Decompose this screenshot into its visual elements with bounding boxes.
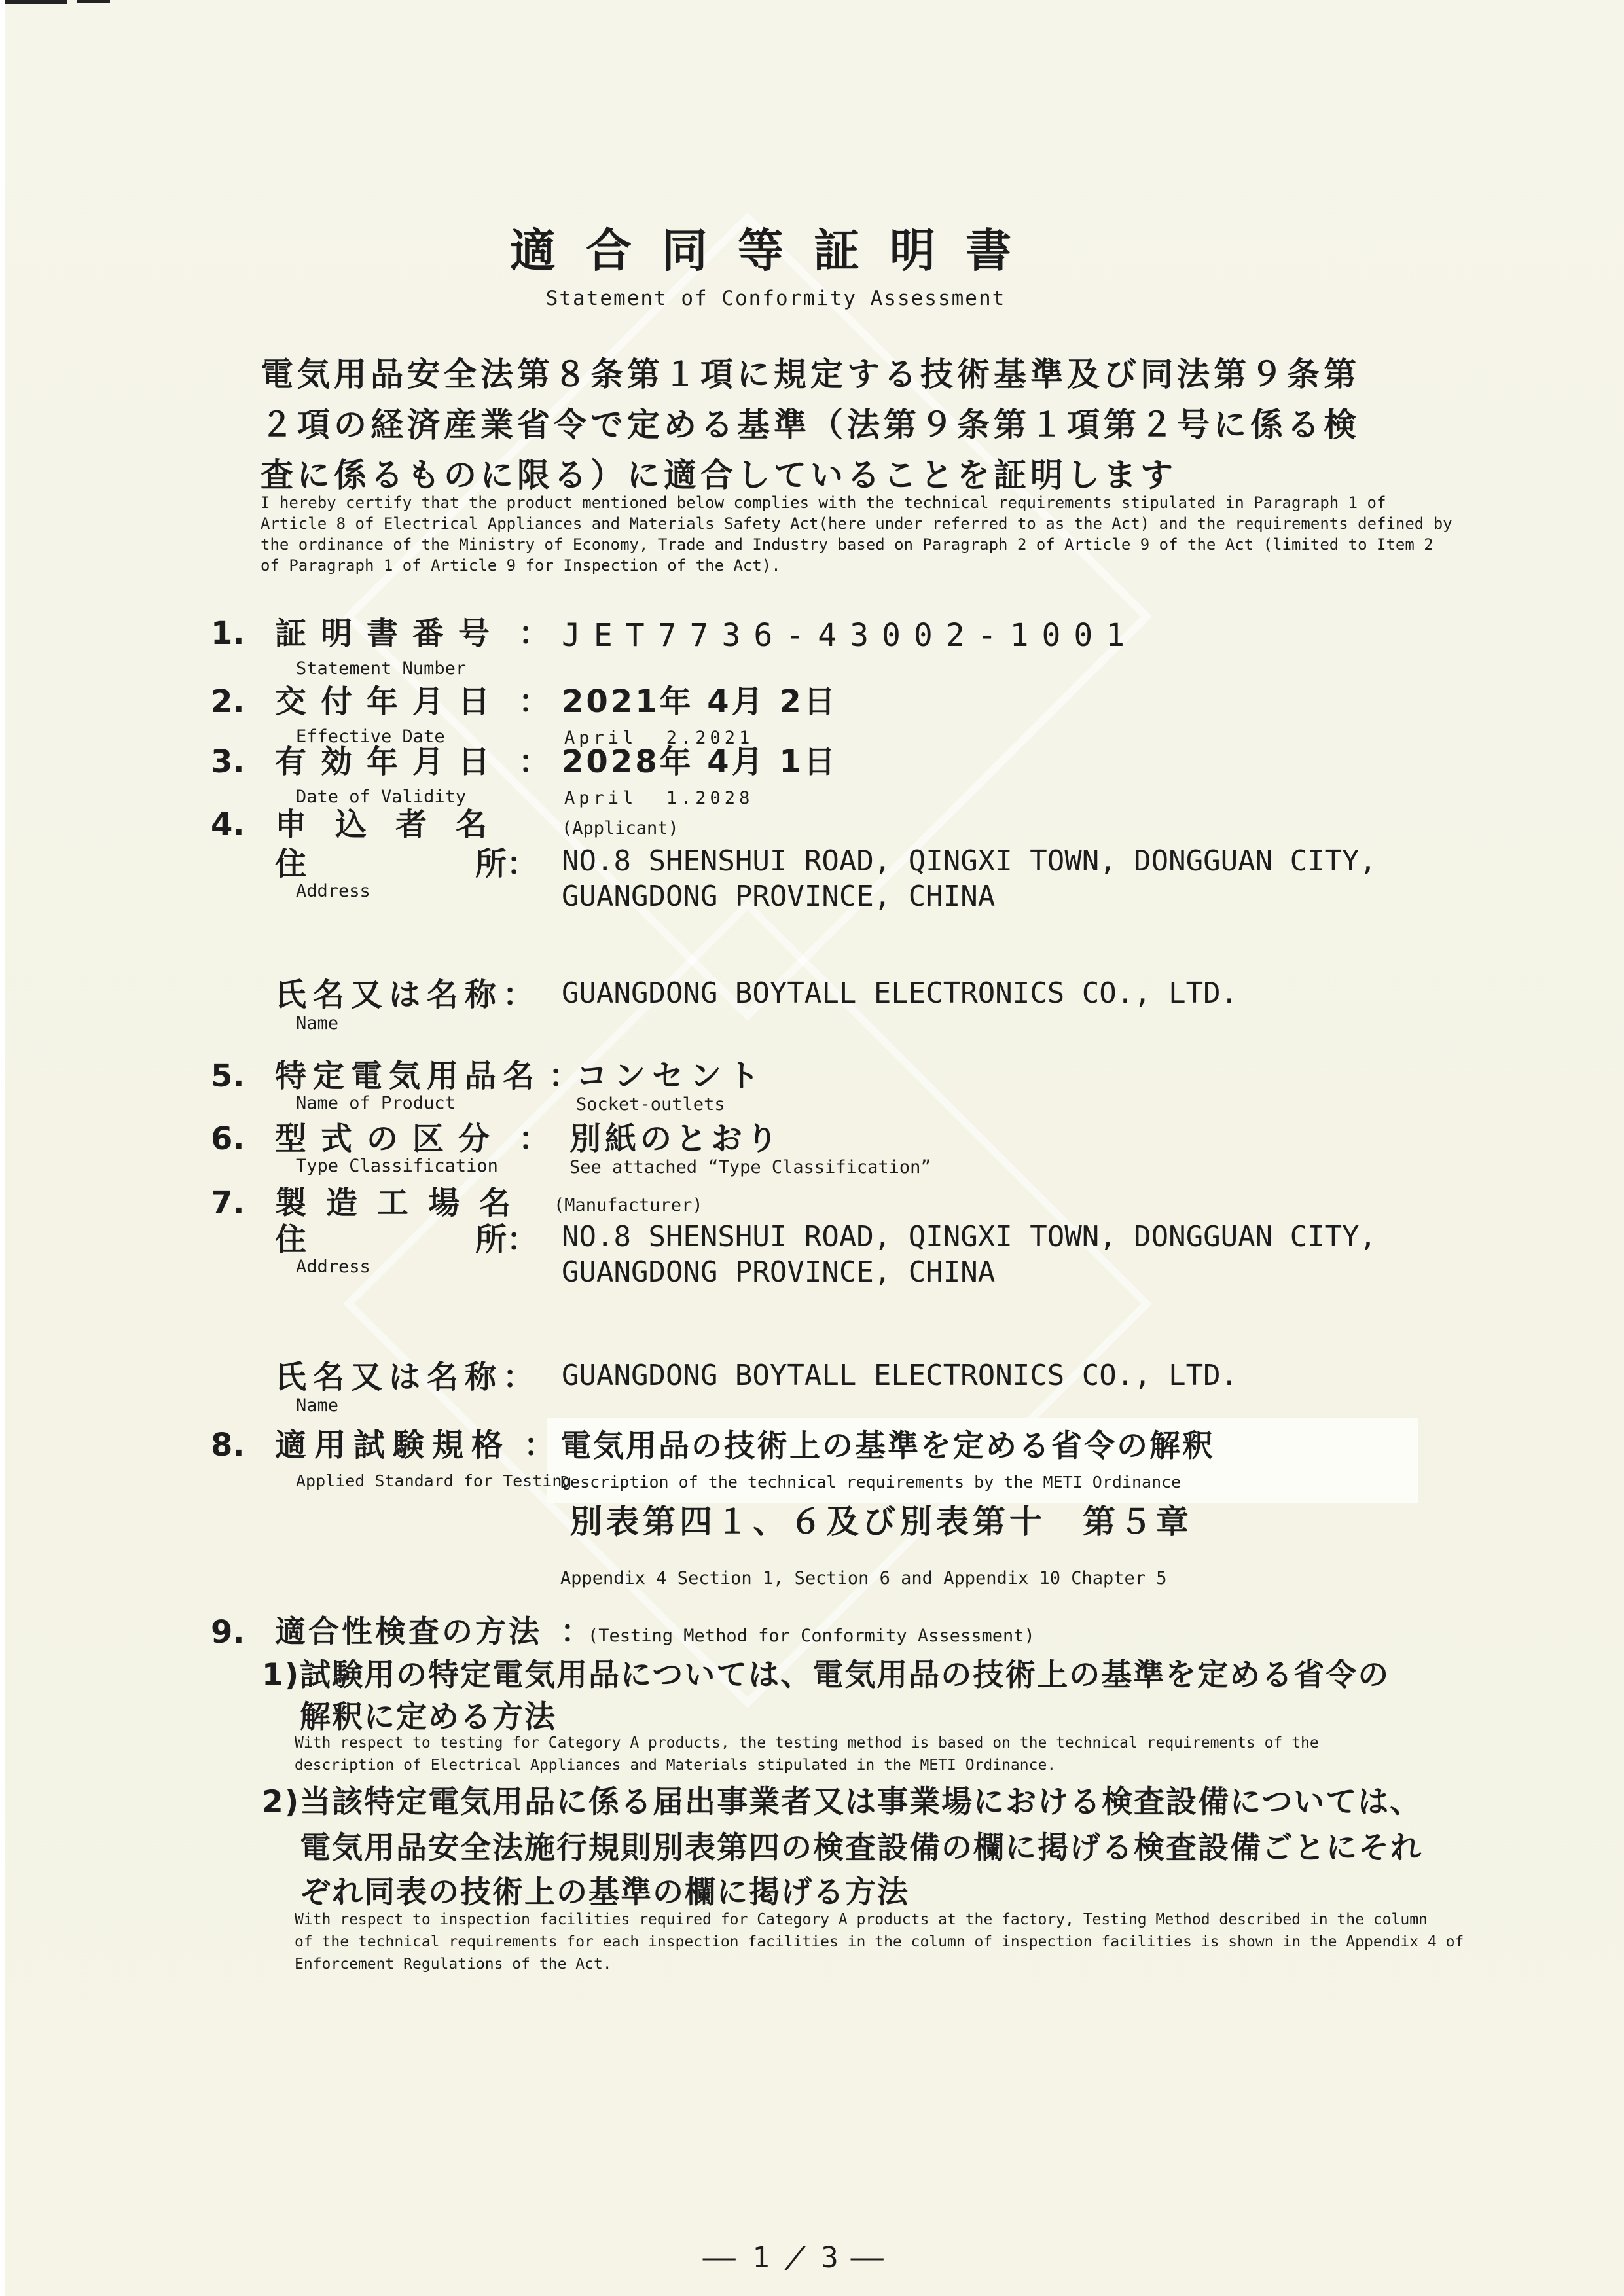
scan-artifact-strip [77, 0, 110, 3]
item9-method2-ja-line: 2)当該特定電気用品に係る届出事業者又は事業場における検査設備については、 [262, 1784, 1422, 1820]
item4-address-sublabel: Address [296, 881, 370, 901]
item9-method2-en-line: With respect to inspection facilities required for Category A products at the factory, Testing Method described in the column [295, 1911, 1428, 1928]
page-number [0, 2207, 1506, 2296]
item7-address-line: GUANGDONG PROVINCE, CHINA [562, 1255, 996, 1289]
item3-number: 3. [211, 744, 245, 780]
item8-value-ja: 電気用品の技術上の基準を定める省令の解釈 [560, 1428, 1215, 1464]
item2-subvalue: April 2.2021 [564, 728, 754, 748]
page-number-current: 1 [752, 2240, 775, 2274]
item6-sublabel: Type Classification [296, 1156, 498, 1176]
item2-number: 2. [211, 683, 245, 720]
item4-name-sublabel: Name [296, 1013, 339, 1033]
item7-address-kanji-right: 所： [475, 1221, 539, 1258]
item9-method1-ja-line: 解釈に定める方法 [300, 1699, 556, 1735]
page-number-dash: — [702, 2240, 746, 2274]
item4-label: 申込者名 [275, 806, 516, 843]
intro-en-line: Article 8 of Electrical Appliances and Materials Safety Act(here under referred to as the Act) and the requirements defined by [261, 514, 1453, 533]
item4-address-kanji-left: 住 [275, 846, 307, 882]
item4-sublabel: (Applicant) [562, 818, 679, 838]
item3-sublabel: Date of Validity [296, 787, 467, 807]
intro-en-line: of Paragraph 1 of Article 9 for Inspection of the Act). [261, 556, 781, 575]
item2-label: 交付年月日 [275, 683, 505, 720]
item9-colon: ： [560, 1614, 591, 1650]
item4-number: 4. [211, 806, 245, 843]
item7-address-line: NO.8 SHENSHUI ROAD, QINGXI TOWN, DONGGUAN CITY, [562, 1220, 1377, 1253]
item2-sublabel: Effective Date [296, 726, 445, 747]
item8-appendix-ja: 別表第四１、６及び別表第十 第５章 [569, 1503, 1193, 1541]
item9-label: 適合性検査の方法 [275, 1614, 542, 1650]
item7-address-kanji-left: 住 [275, 1221, 307, 1258]
item8-colon: ： [524, 1427, 556, 1463]
item9-number: 9. [211, 1614, 245, 1651]
item5-colon: ： [549, 1058, 581, 1094]
item6-number: 6. [211, 1121, 245, 1157]
item4-address-line: GUANGDONG PROVINCE, CHINA [562, 880, 996, 913]
item8-number: 8. [211, 1427, 245, 1463]
item9-method1-en-line: description of Electrical Appliances and Materials stipulated in the METI Ordinance. [295, 1757, 1056, 1774]
item6-value: 別紙のとおり [569, 1121, 782, 1157]
item7-name-label: 氏名又は名称： [275, 1359, 541, 1395]
item8-sublabel: Applied Standard for Testing [296, 1471, 572, 1490]
intro-ja-line: 査に係るものに限る）に適合していることを証明します [261, 456, 1177, 494]
item3-colon: ： [518, 744, 550, 780]
item4-address-kanji-right: 所： [475, 846, 539, 882]
item7-name-value: GUANGDONG BOYTALL ELECTRONICS CO., LTD. [562, 1359, 1238, 1392]
scan-artifact-strip [5, 0, 67, 4]
page-number-total: 3 [821, 2240, 844, 2274]
item4-name-label: 氏名又は名称： [275, 977, 541, 1013]
item4-name-value: GUANGDONG BOYTALL ELECTRONICS CO., LTD. [562, 977, 1238, 1010]
item7-label: 製造工場名 [275, 1185, 531, 1221]
intro-ja-line: 電気用品安全法第８条第１項に規定する技術基準及び同法第９条第 [261, 355, 1360, 393]
item5-number: 5. [211, 1058, 245, 1094]
item8-label: 適用試験規格 [275, 1427, 511, 1463]
item2-colon: ： [518, 683, 550, 720]
item9-method1-en-line: With respect to testing for Category A products, the testing method is based on the technical requirements of the [295, 1734, 1319, 1751]
item1-number: 1. [211, 615, 245, 652]
item9-sublabel: (Testing Method for Conformity Assessment) [588, 1626, 1035, 1646]
item7-number: 7. [211, 1185, 245, 1221]
item2-value: 2021年 4月 2日 [562, 683, 838, 720]
scan-left-edge [0, 0, 5, 2296]
page-number-separator: / [781, 2240, 815, 2274]
intro-en-line: I hereby certify that the product mentioned below complies with the technical requirements stipulated in Paragraph 1 of [261, 493, 1386, 512]
document-title-ja: 適合同等証明書 [510, 224, 1041, 278]
item3-label: 有効年月日 [275, 744, 505, 780]
item3-subvalue: April 1.2028 [564, 788, 754, 808]
item7-sublabel: (Manufacturer) [554, 1195, 703, 1215]
item6-colon: ： [518, 1121, 550, 1157]
item4-address-line: NO.8 SHENSHUI ROAD, QINGXI TOWN, DONGGUAN CITY, [562, 844, 1377, 878]
item9-method2-en-line: Enforcement Regulations of the Act. [295, 1956, 612, 1973]
item1-value: JET7736-43002-1001 [562, 617, 1138, 654]
intro-ja-line: ２項の経済産業省令で定める基準（法第９条第１項第２号に係る検 [261, 406, 1360, 444]
item5-value: コンセント [576, 1058, 767, 1094]
item3-value: 2028年 4月 1日 [562, 744, 838, 780]
item7-name-sublabel: Name [296, 1395, 339, 1416]
item1-colon: ： [518, 615, 550, 652]
item8-appendix-en: Appendix 4 Section 1, Section 6 and Appendix 10 Chapter 5 [560, 1568, 1167, 1588]
item1-sublabel: Statement Number [296, 658, 467, 679]
item6-label: 型式の区分 [275, 1121, 505, 1157]
item6-subvalue: See attached “Type Classification” [569, 1157, 931, 1177]
item5-sublabel: Name of Product [296, 1093, 456, 1113]
item7-address-sublabel: Address [296, 1257, 370, 1277]
item5-subvalue: Socket-outlets [576, 1094, 725, 1115]
item9-method1-ja-line: 1)試験用の特定電気用品については、電気用品の技術上の基準を定める省令の [262, 1657, 1390, 1693]
item5-label: 特定電気用品名 [275, 1058, 541, 1094]
document-title-en: Statement of Conformity Assessment [545, 287, 1006, 310]
page-number-dash: — [850, 2240, 893, 2274]
item9-method2-en-line: of the technical requirements for each inspection facilities in the column of inspection facilities is shown in the Appendix 4 of [295, 1933, 1464, 1950]
item9-method2-ja-line: ぞれ同表の技術上の基準の欄に掲げる方法 [300, 1874, 909, 1910]
item1-label: 証明書番号 [275, 615, 505, 652]
intro-en-line: the ordinance of the Ministry of Economy, Trade and Industry based on Paragraph 2 of Article 9 of the Act (limited to Item 2 [261, 535, 1434, 554]
item9-method2-ja-line: 電気用品安全法施行規則別表第四の検査設備の欄に掲げる検査設備ごとにそれ [300, 1830, 1422, 1866]
item8-subvalue: Description of the technical requirements by the METI Ordinance [560, 1473, 1182, 1492]
